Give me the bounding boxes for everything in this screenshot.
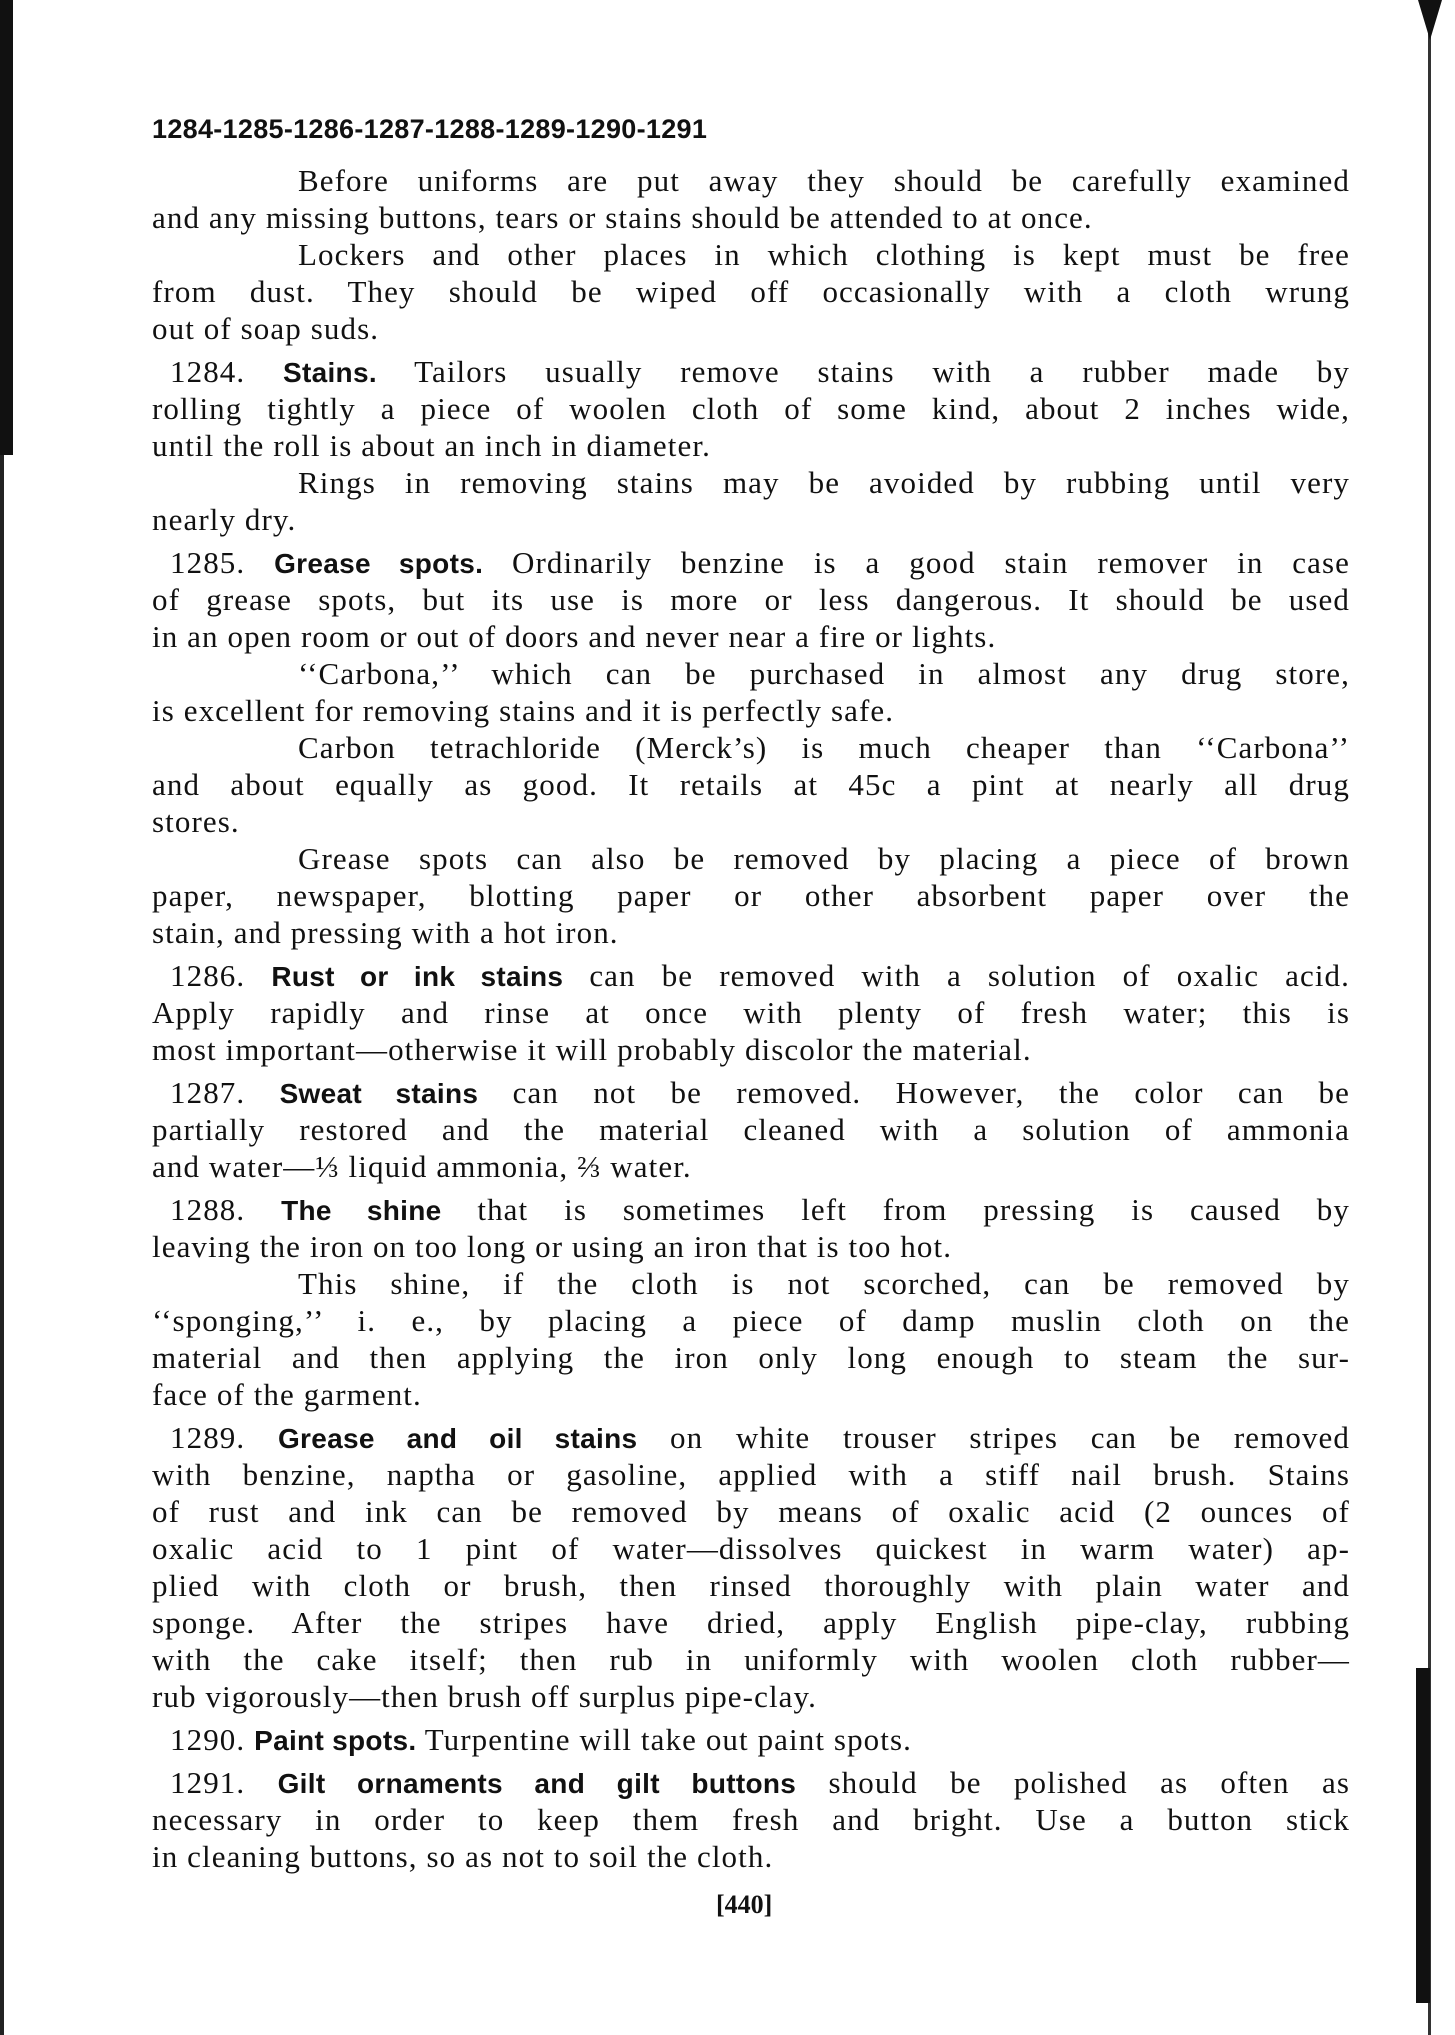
text-line <box>152 236 1350 273</box>
text-line <box>152 1764 1350 1801</box>
text-line <box>152 1678 1350 1715</box>
line-text: out of soap suds. <box>152 311 380 346</box>
numbered-paragraph <box>152 1764 1350 1875</box>
line-text: is excellent for removing stains and it is perfectly safe. <box>152 693 895 728</box>
bold-heading: Paint spots. <box>254 1725 417 1756</box>
paragraph-number: 1288. <box>170 1192 246 1227</box>
scan-edge-left-line <box>0 455 4 2035</box>
paragraph <box>152 464 1350 538</box>
line-text: partially restored and the material cleaned with a solution of ammonia <box>152 1112 1350 1147</box>
text-line <box>152 1493 1350 1530</box>
line-text: Rings in removing stains may be avoided by rubbing until very <box>298 465 1350 500</box>
text-line <box>152 840 1350 877</box>
text-line <box>152 1838 1350 1875</box>
text-line <box>152 803 1350 840</box>
page-body <box>152 162 1350 1875</box>
text-line <box>152 1265 1350 1302</box>
line-text: until the roll is about an inch in diameter. <box>152 428 711 463</box>
text-line <box>152 501 1350 538</box>
line-text: plied with cloth or brush, then rinsed thoroughly with plain water and <box>152 1568 1350 1603</box>
paragraph-number: 1291. <box>170 1765 246 1800</box>
line-text: of rust and ink can be removed by means of oxalic acid (2 ounces of <box>152 1494 1350 1529</box>
text-line <box>152 914 1350 951</box>
text-line <box>152 464 1350 501</box>
paragraph-number: 1289. <box>170 1420 246 1455</box>
text-line <box>152 1604 1350 1641</box>
line-text: in an open room or out of doors and never near a fire or lights. <box>152 619 997 654</box>
text-line <box>152 655 1350 692</box>
text-line <box>152 353 1350 390</box>
text-line <box>152 1074 1350 1111</box>
line-text: stain, and pressing with a hot iron. <box>152 915 619 950</box>
paragraph-number: 1290. <box>170 1722 246 1757</box>
text-line <box>152 1302 1350 1339</box>
numbered-paragraph <box>152 1419 1350 1715</box>
text-line <box>152 618 1350 655</box>
text-line <box>152 1148 1350 1185</box>
text-line <box>152 1641 1350 1678</box>
numbered-paragraph <box>152 353 1350 464</box>
text-line <box>152 199 1350 236</box>
text-line <box>152 544 1350 581</box>
text-line <box>152 994 1350 1031</box>
paragraph-number: 1284. <box>170 354 246 389</box>
text-line <box>152 1339 1350 1376</box>
line-text: can be removed with a solution of oxalic acid. <box>563 958 1350 993</box>
line-text: from dust. They should be wiped off occasionally with a cloth wrung <box>152 274 1350 309</box>
scan-edge-left <box>0 0 13 455</box>
paragraph <box>152 1265 1350 1413</box>
line-text: Ordinarily benzine is a good stain remover in case <box>483 545 1350 580</box>
text-line <box>152 957 1350 994</box>
numbered-paragraph <box>152 544 1350 655</box>
line-text: Grease spots can also be removed by placing a piece of brown <box>298 841 1350 876</box>
line-text: that is sometimes left from pressing is caused by <box>441 1192 1350 1227</box>
text-line <box>152 1456 1350 1493</box>
paragraph <box>152 840 1350 951</box>
text-line <box>152 1111 1350 1148</box>
bold-heading: Stains. <box>283 357 377 388</box>
line-text: leaving the iron on too long or using an iron that is too hot. <box>152 1229 953 1264</box>
line-text: with benzine, naptha or gasoline, applied with a stiff nail brush. Stains <box>152 1457 1350 1492</box>
line-text: and any missing buttons, tears or stains should be attended to at once. <box>152 200 1093 235</box>
line-text: sponge. After the stripes have dried, apply English pipe-clay, rubbing <box>152 1605 1350 1640</box>
paragraph-number: 1287. <box>170 1075 246 1110</box>
line-text: of grease spots, but its use is more or less dangerous. It should be used <box>152 582 1350 617</box>
line-text: face of the garment. <box>152 1377 422 1412</box>
line-text: oxalic acid to 1 pint of water—dissolves quickest in warm water) ap- <box>152 1531 1350 1566</box>
bold-heading: The shine <box>281 1195 442 1226</box>
text-line <box>152 1228 1350 1265</box>
line-text: should be polished as often as <box>796 1765 1350 1800</box>
paragraph <box>152 162 1350 236</box>
bold-heading: Sweat stains <box>279 1078 479 1109</box>
text-line <box>152 1031 1350 1068</box>
line-text: Lockers and other places in which clothing is kept must be free <box>298 237 1350 272</box>
numbered-paragraph <box>152 1721 1350 1758</box>
scan-edge-right-bar <box>1416 1668 1430 2003</box>
line-text: necessary in order to keep them fresh and bright. Use a button stick <box>152 1802 1350 1837</box>
bold-heading: Gilt ornaments and gilt buttons <box>277 1768 797 1799</box>
line-text: nearly dry. <box>152 502 297 537</box>
line-text: in cleaning buttons, so as not to soil the cloth. <box>152 1839 774 1874</box>
text-line <box>152 766 1350 803</box>
text-line <box>152 310 1350 347</box>
line-text: with the cake itself; then rub in uniformly with woolen cloth rubber— <box>152 1642 1350 1677</box>
line-text: stores. <box>152 804 240 839</box>
paragraph <box>152 729 1350 840</box>
numbered-paragraph <box>152 957 1350 1068</box>
line-text: ‘‘Carbona,’’ which can be purchased in almost any drug store, <box>298 656 1350 691</box>
line-text: Carbon tetrachloride (Merck’s) is much cheaper than ‘‘Carbona’’ <box>298 730 1350 765</box>
line-text: and water—⅓ liquid ammonia, ⅔ water. <box>152 1149 692 1184</box>
line-text: can not be removed. However, the color can be <box>478 1075 1350 1110</box>
line-text: paper, newspaper, blotting paper or other absorbent paper over the <box>152 878 1350 913</box>
paragraph <box>152 236 1350 347</box>
bold-heading: Grease and oil stains <box>277 1423 638 1454</box>
text-line <box>152 273 1350 310</box>
text-line <box>152 581 1350 618</box>
line-text: Turpentine will take out paint spots. <box>416 1722 913 1757</box>
bold-heading: Rust or ink stains <box>271 961 564 992</box>
numbered-paragraph <box>152 1191 1350 1265</box>
text-line <box>152 1567 1350 1604</box>
text-line <box>152 729 1350 766</box>
line-text: Tailors usually remove stains with a rubber made by <box>376 354 1350 389</box>
line-text: material and then applying the iron only long enough to steam the sur- <box>152 1340 1350 1375</box>
text-line <box>152 1191 1350 1228</box>
text-line <box>152 1419 1350 1456</box>
line-text: This shine, if the cloth is not scorched, can be removed by <box>298 1266 1350 1301</box>
paragraph-number: 1286. <box>170 958 246 993</box>
text-line <box>152 390 1350 427</box>
text-line <box>152 692 1350 729</box>
line-text: and about equally as good. It retails at 45c a pint at nearly all drug <box>152 767 1350 802</box>
line-text: Before uniforms are put away they should be carefully examined <box>298 163 1350 198</box>
line-text: rolling tightly a piece of woolen cloth of some kind, about 2 inches wide, <box>152 391 1350 426</box>
text-line <box>152 1801 1350 1838</box>
running-header: 1284-1285-1286-1287-1288-1289-1290-1291 <box>152 114 708 144</box>
paragraph-number: 1285. <box>170 545 246 580</box>
text-line <box>152 1376 1350 1413</box>
text-line <box>152 427 1350 464</box>
page-number: [440] <box>716 1890 773 1919</box>
scan-corner-mark <box>1418 0 1442 40</box>
text-line <box>152 1530 1350 1567</box>
text-line <box>152 877 1350 914</box>
text-line <box>152 162 1350 199</box>
line-text: ‘‘sponging,’’ i. e., by placing a piece of damp muslin cloth on the <box>152 1303 1350 1338</box>
line-text: rub vigorously—then brush off surplus pipe-clay. <box>152 1679 817 1714</box>
text-line <box>152 1721 1350 1758</box>
paragraph <box>152 655 1350 729</box>
line-text: Apply rapidly and rinse at once with plenty of fresh water; this is <box>152 995 1350 1030</box>
numbered-paragraph <box>152 1074 1350 1185</box>
line-text: on white trouser stripes can be removed <box>637 1420 1351 1455</box>
line-text: most important—otherwise it will probably discolor the material. <box>152 1032 1032 1067</box>
bold-heading: Grease spots. <box>274 548 484 579</box>
